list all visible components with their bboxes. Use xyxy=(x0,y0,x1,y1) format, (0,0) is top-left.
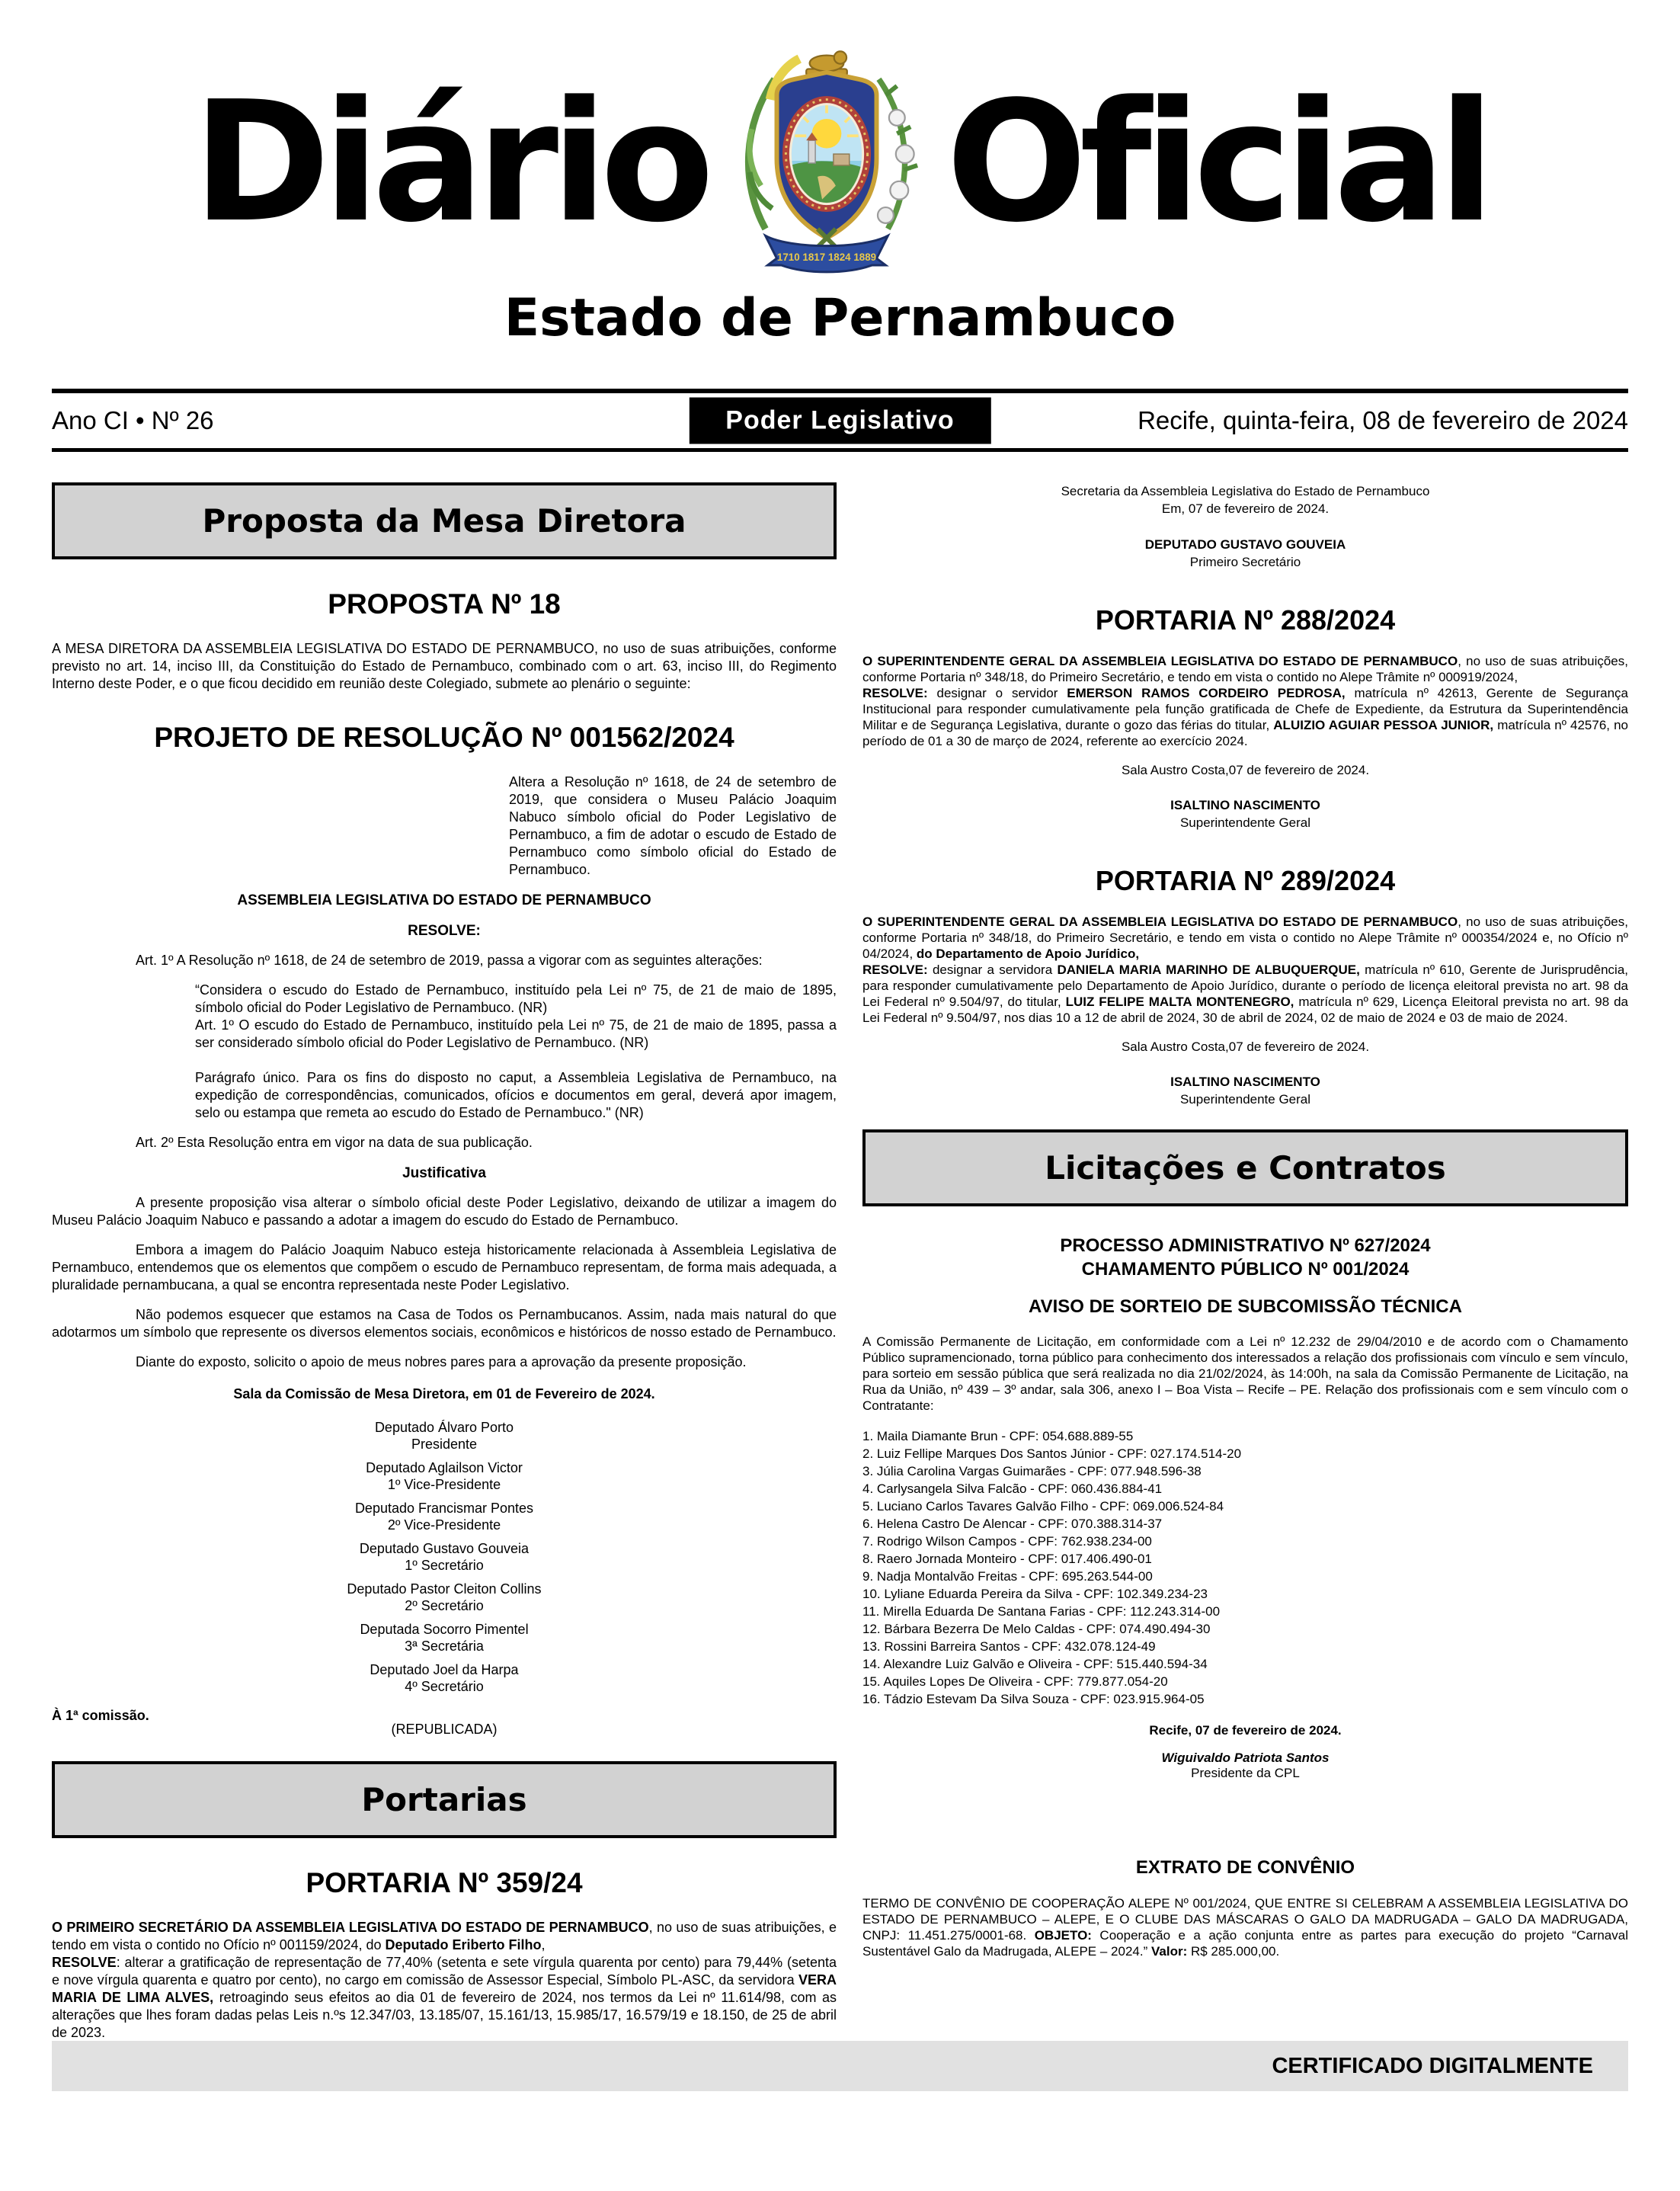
section-header-licitacoes xyxy=(862,1129,1628,1206)
signer-role: Primeiro Secretário xyxy=(1189,555,1301,569)
signer-name: Deputada Socorro Pimentel xyxy=(360,1622,529,1637)
signer-role: Presidente da CPL xyxy=(1191,1766,1300,1780)
signer-name: Deputado Aglailson Victor xyxy=(366,1460,523,1475)
portaria-288-paragraph: RESOLVE: designar o servidor EMERSON RAMOS CORDEIRO PEDROSA, matrícula nº 42613, Gerente de Segurança Institucional para responder cumulativamente pela função gratificada de Chefe de Expediente, da Estrutura da Superintendência Militar e de Segurança Legislativa, durante o gozo das férias do titular, ALUIZIO AGUIAR PESSOA JUNIOR, matrícula nº 42576, no período de 01 a 30 de março de 2024, referente ao exercício 2024. xyxy=(862,686,1628,748)
justificativa-heading: Justificativa xyxy=(402,1165,486,1181)
edition-bar xyxy=(52,393,1628,452)
org-heading: ASSEMBLEIA LEGISLATIVA DO ESTADO DE PERNAMBUCO xyxy=(237,892,651,908)
masthead-title-left: Diário xyxy=(192,66,707,259)
republicada-note: (REPUBLICADA) xyxy=(391,1722,498,1737)
branch-badge: Poder Legislativo xyxy=(689,398,990,444)
section-title: Licitações e Contratos xyxy=(1045,1149,1446,1187)
signer-name: Deputado Gustavo Gouveia xyxy=(359,1541,530,1556)
portaria-289-heading: PORTARIA Nº 289/2024 xyxy=(1095,865,1396,896)
resolve-heading: RESOLVE: xyxy=(408,923,481,939)
signer-name: DEPUTADO GUSTAVO GOUVEIA xyxy=(1144,537,1346,552)
signer-name: Deputado Francismar Pontes xyxy=(354,1501,534,1516)
professional-item: 2. Luiz Fellipe Marques Dos Santos Júnior - CPF: 027.174.514-20 xyxy=(862,1446,1242,1461)
signature-block xyxy=(862,1751,1628,1781)
projeto-ementa: Altera a Resolução nº 1618, de 24 de setembro de 2019, que considera o Museu Palácio Joaquim Nabuco símbolo oficial do Poder Legislativo de Pernambuco, a fim de adotar o escudo de Estado de Pernambuco como símbolo oficial do Estado de Pernambuco. xyxy=(509,774,837,877)
art1-paragraph: Art. 1º A Resolução nº 1618, de 24 de setembro de 2019, passa a vigorar com as seguintes alterações: xyxy=(136,953,763,968)
secretaria-line: Secretaria da Assembleia Legislativa do Estado de Pernambuco xyxy=(1061,484,1430,498)
professional-item: 4. Carlysangela Silva Falcão - CPF: 060.436.884-41 xyxy=(862,1481,1163,1496)
professional-item: 6. Helena Castro De Alencar - CPF: 070.388.314-37 xyxy=(862,1517,1163,1531)
professional-item: 12. Bárbara Bezerra De Melo Caldas - CPF: 074.490.494-30 xyxy=(862,1622,1211,1636)
signer-role: 1º Secretário xyxy=(405,1558,484,1573)
portaria-359-paragraph: O PRIMEIRO SECRETÁRIO DA ASSEMBLEIA LEGISLATIVA DO ESTADO DE PERNAMBUCO, no uso de suas atribuições, e tendo em vista o contido no Ofício nº 001159/2024, do Deputado Eriberto Filho, xyxy=(52,1920,837,1952)
signature-block xyxy=(52,1419,837,1453)
professional-item: 1. Maila Diamante Brun - CPF: 054.688.889-55 xyxy=(862,1429,1134,1443)
quote-paragraph: Art. 1º O escudo do Estado de Pernambuco, instituído pela Lei nº 75, de 21 de maio de 1895, passa a ser considerado símbolo oficial do Poder Legislativo de Pernambuco. (NR) xyxy=(195,1017,837,1050)
signer-role: 4º Secretário xyxy=(405,1679,484,1694)
professional-item: 14. Alexandre Luiz Galvão e Oliveira - CPF: 515.440.594-34 xyxy=(862,1657,1208,1671)
aviso-heading: AVISO DE SORTEIO DE SUBCOMISSÃO TÉCNICA xyxy=(1029,1296,1462,1317)
routing-row xyxy=(52,1702,837,1741)
section-header-portarias xyxy=(52,1761,837,1838)
professional-item: 9. Nadja Montalvão Freitas - CPF: 695.263.544-00 xyxy=(862,1569,1153,1584)
edition-label: Ano CI • Nº 26 xyxy=(52,406,214,434)
portaria-359-heading: PORTARIA Nº 359/24 xyxy=(306,1867,583,1898)
signature-list xyxy=(52,1419,837,1695)
portaria-289-paragraph: O SUPERINTENDENTE GERAL DA ASSEMBLEIA LEGISLATIVA DO ESTADO DE PERNAMBUCO, no uso de suas atribuições, conforme Portaria nº 348/18, do Primeiro Secretário, e tendo em vista o contido no Alepe Trâmite nº 000354/2024 e, no Ofício nº 04/2024, do Departamento de Apoio Jurídico, xyxy=(862,915,1628,961)
professional-item: 15. Aquiles Lopes De Oliveira - CPF: 779.877.054-20 xyxy=(862,1674,1168,1689)
signer-role: Superintendente Geral xyxy=(1179,1092,1311,1107)
signer-role: 2º Secretário xyxy=(405,1598,484,1613)
projeto-heading: PROJETO DE RESOLUÇÃO Nº 001562/2024 xyxy=(154,722,734,753)
section-header-proposta xyxy=(52,482,837,559)
signature-block xyxy=(52,1500,837,1533)
professional-item: 13. Rossini Barreira Santos - CPF: 432.078.124-49 xyxy=(862,1639,1156,1654)
art2-paragraph: Art. 2º Esta Resolução entra em vigor na data de sua publicação. xyxy=(136,1135,533,1150)
signer-role: 3ª Secretária xyxy=(405,1638,484,1654)
emblem-ribbon-dates: 1710 1817 1824 1889 xyxy=(776,251,876,264)
professional-item: 7. Rodrigo Wilson Campos - CPF: 762.938.234-00 xyxy=(862,1534,1152,1549)
place-dateline: Sala Austro Costa,07 de fevereiro de 2024. xyxy=(1121,763,1370,777)
left-column xyxy=(52,482,837,2042)
portaria-288-heading: PORTARIA Nº 288/2024 xyxy=(1095,604,1396,636)
signature-block xyxy=(52,1661,837,1695)
professional-item: 11. Mirella Eduarda De Santana Farias - CPF: 112.243.314-00 xyxy=(862,1604,1221,1619)
processo-heading: PROCESSO ADMINISTRATIVO Nº 627/2024 CHAMAMENTO PÚBLICO Nº 001/2024 xyxy=(1060,1235,1431,1280)
right-column xyxy=(862,482,1628,2042)
signature-block xyxy=(862,536,1628,571)
dateline: Recife, quinta-feira, 08 de fevereiro de 2024 xyxy=(1138,406,1628,434)
signer-role: Superintendente Geral xyxy=(1179,815,1311,830)
professional-item: 3. Júlia Carolina Vargas Guimarães - CPF: 077.948.596-38 xyxy=(862,1464,1202,1478)
justificativa-paragraph: A presente proposição visa alterar o símbolo oficial deste Poder Legislativo, deixando de utilizar a imagem do Museu Palácio Joaquim Nabuco e passando a adotar a imagem do escudo do Estado de Pernambuco. xyxy=(52,1195,837,1228)
signature-block xyxy=(52,1540,837,1574)
signature-block xyxy=(52,1581,837,1614)
licitacao-intro: A Comissão Permanente de Licitação, em conformidade com a Lei nº 12.232 de 29/04/2010 e de acordo com o Chamamento Público supramencionado, torna público para conhecimento dos interessados a relação dos profissionais com vínculo e sem vínculo, para sorteio em sessão pública que será realizada no dia 21/02/2024, às 14:00h, na sala da Comissão Permanente de Licitação, na Rua da União, nº 439 – 3º andar, sala 306, anexo I – Boa Vista – Recife – PE. Relação dos profissionais com e sem vínculo com o Contratante: xyxy=(862,1334,1628,1413)
justificativa-paragraph: Diante do exposto, solicito o apoio de meus nobres pares para a aprovação da presente proposição. xyxy=(136,1354,747,1369)
justificativa-paragraph: Não podemos esquecer que estamos na Casa de Todos os Pernambucanos. Assim, nada mais natural do que adotarmos um símbolo que represente os diversos elementos sociais, econômicos e históricos de nosso estado de Pernambuco. xyxy=(52,1307,837,1340)
signer-name: Deputado Álvaro Porto xyxy=(374,1420,514,1435)
justificativa-paragraph: Embora a imagem do Palácio Joaquim Nabuco esteja historicamente relacionada à Assembleia Legislativa de Pernambuco, entendemos que os elementos que compõem o escudo de Pernambuco representam, de forma mais adequada, a pluralidade pernambucana, a qual se encontra representada neste Poder Legislativo. xyxy=(52,1242,837,1292)
professionals-list xyxy=(862,1427,1628,1708)
professional-item: 5. Luciano Carlos Tavares Galvão Filho - CPF: 069.006.524-84 xyxy=(862,1499,1224,1514)
comissao-note: À 1ª comissão. xyxy=(52,1708,149,1723)
quoted-alterations xyxy=(195,982,837,1122)
proposta-paragraph: A MESA DIRETORA DA ASSEMBLEIA LEGISLATIVA DO ESTADO DE PERNAMBUCO, no uso de suas atribuições, conforme previsto no art. 14, inciso III, da Constituição do Estado de Pernambuco, combinado com o art. 63, inciso III, do Regimento Interno deste Poder, e o que ficou decidido em reunião deste Colegiado, submete ao plenário o seguinte: xyxy=(52,641,837,691)
masthead-title-right: Oficial xyxy=(946,66,1488,259)
section-title: Proposta da Mesa Diretora xyxy=(202,502,686,540)
masthead xyxy=(52,0,1628,282)
signer-name: ISALTINO NASCIMENTO xyxy=(1170,1075,1320,1089)
certified-label: CERTIFICADO DIGITALMENTE xyxy=(1272,2053,1593,2078)
sala-dateline: Sala da Comissão de Mesa Diretora, em 01 de Fevereiro de 2024. xyxy=(233,1386,655,1401)
signer-name: Wiguivaldo Patriota Santos xyxy=(1161,1751,1330,1765)
extrato-paragraph: TERMO DE CONVÊNIO DE COOPERAÇÃO ALEPE Nº 001/2024, QUE ENTRE SI CELEBRAM A ASSEMBLEIA LEGISLATIVA DO ESTADO DE PERNAMBUCO – ALEPE, E O CLUBE DAS MÁSCARAS O GALO DA MADRUGADA – GALO DA MADRUGADA, CNPJ: 11.451.275/0001-68. OBJETO: Cooperação e a ação conjunta entre as partes para execução do projeto “Carnaval Sustentável Galo da Madrugada, ALEPE – 2024.” Valor: R$ 285.000,00. xyxy=(862,1896,1628,1959)
section-title: Portarias xyxy=(361,1781,527,1818)
portaria-359-paragraph: RESOLVE: alterar a gratificação de representação de 77,40% (setenta e sete vírgula quarenta por cento) para 79,44% (setenta e nove vírgula quarenta e quatro por cento), no cargo em comissão de Assessor Especial, Símbolo PL-ASC, da servidora VERA MARIA DE LIMA ALVES, retroagindo seus efeitos ao dia 01 de fevereiro de 2024, nos termos da Lei nº 11.614/98, com as alterações que lhes foram dadas pelas Leis n.ºs 12.347/03, 13.185/07, 15.161/13, 15.985/17, 16.579/19 e 18.150, de 25 de abril de 2023. xyxy=(52,1955,837,2040)
signer-name: Deputado Pastor Cleiton Collins xyxy=(347,1581,542,1597)
signer-name: Deputado Joel da Harpa xyxy=(370,1662,519,1677)
secretaria-date: Em, 07 de fevereiro de 2024. xyxy=(1161,501,1330,516)
signature-block xyxy=(52,1621,837,1654)
signature-block xyxy=(862,1073,1628,1108)
proposta-heading: PROPOSTA Nº 18 xyxy=(328,588,561,620)
pernambuco-coat-of-arms-icon xyxy=(727,49,926,277)
extrato-heading: EXTRATO DE CONVÊNIO xyxy=(1135,1857,1355,1878)
place-dateline: Recife, 07 de fevereiro de 2024. xyxy=(1149,1723,1342,1738)
portaria-288-paragraph: O SUPERINTENDENTE GERAL DA ASSEMBLEIA LEGISLATIVA DO ESTADO DE PERNAMBUCO, no uso de suas atribuições, conforme Portaria nº 348/18, do Primeiro Secretário, e tendo em vista o contido no Alepe Trâmite nº 000919/2024, xyxy=(862,654,1628,684)
professional-item: 10. Lyliane Eduarda Pereira da Silva - CPF: 102.349.234-23 xyxy=(862,1587,1208,1601)
signer-name: ISALTINO NASCIMENTO xyxy=(1170,798,1320,812)
signature-block xyxy=(52,1459,837,1493)
content-columns xyxy=(52,482,1628,2042)
quote-paragraph: “Considera o escudo do Estado de Pernambuco, instituído pela Lei nº 75, de 21 de maio de 1895, símbolo oficial do Poder Legislativo de Pernambuco. (NR) xyxy=(195,982,837,1015)
portaria-289-paragraph: RESOLVE: designar a servidora DANIELA MARIA MARINHO DE ALBUQUERQUE, matrícula nº 610, Gerente de Jurisprudência, para responder cumulativamente pelo Departamento de Apoio Jurídico, durante o período de licença eleitoral prevista no art. 98 da Lei Federal nº 9.504/97, do titular, LUIZ FELIPE MALTA MONTENEGRO, matrícula nº 629, Licença Eleitoral prevista no art. 98 da Lei Federal nº 9.504/97, nos dias 10 a 12 de abril de 2024, 30 de abril de 2024, 02 de maio de 2024 e 03 de maio de 2024. xyxy=(862,963,1629,1025)
professional-item: 16. Tádzio Estevam Da Silva Souza - CPF: 023.915.964-05 xyxy=(862,1692,1205,1706)
footer-strip xyxy=(52,2041,1628,2091)
place-dateline: Sala Austro Costa,07 de fevereiro de 2024. xyxy=(1121,1039,1370,1054)
signer-role: Presidente xyxy=(411,1437,478,1452)
masthead-subtitle: Estado de Pernambuco xyxy=(504,288,1176,348)
signer-role: 1º Vice-Presidente xyxy=(387,1477,501,1492)
signer-role: 2º Vice-Presidente xyxy=(387,1517,501,1533)
quote-paragraph: Parágrafo único. Para os fins do disposto no caput, a Assembleia Legislativa de Pernambuco, na expedição de correspondências, comunicados, ofícios e documentos em geral, deverá apor imagem, selo ou estampa que remeta ao escudo do Estado de Pernambuco." (NR) xyxy=(195,1070,837,1120)
professional-item: 8. Raero Jornada Monteiro - CPF: 017.406.490-01 xyxy=(862,1552,1152,1566)
signature-block xyxy=(862,796,1628,831)
